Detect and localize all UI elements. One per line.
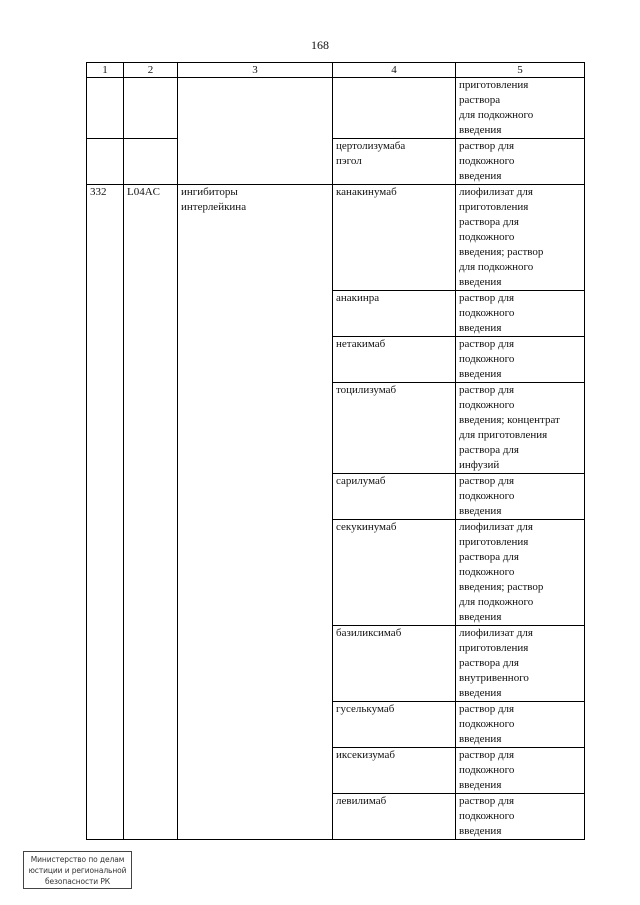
drug-name-cell: нетакимаб bbox=[333, 337, 456, 383]
dosage-form-cell: лиофилизат для приготовления раствора для подкожного введения; раствор для подкожного введения bbox=[456, 185, 585, 291]
drug-name-cell: гуселькумаб bbox=[333, 702, 456, 748]
page-number: 168 bbox=[311, 38, 329, 52]
drug-table bbox=[86, 62, 585, 840]
dosage-form-cell: раствор для подкожного введения bbox=[456, 291, 585, 337]
table-header-row bbox=[87, 63, 585, 78]
drug-name-cell: канакинумаб bbox=[333, 185, 456, 291]
column-header-1: 1 bbox=[87, 63, 124, 78]
ministry-stamp bbox=[23, 851, 132, 889]
empty-cell bbox=[178, 78, 333, 185]
table-row bbox=[87, 185, 585, 291]
stamp-line: юстиции и региональной bbox=[28, 866, 127, 875]
column-header-5: 5 bbox=[456, 63, 585, 78]
drug-name-cell: секукинумаб bbox=[333, 520, 456, 626]
dosage-form-cell: раствор для подкожного введения bbox=[456, 474, 585, 520]
group-name-cell: ингибиторы интерлейкина bbox=[178, 185, 333, 840]
drug-name-cell: цертолизумаба пэгол bbox=[333, 139, 456, 185]
column-header-3: 3 bbox=[178, 63, 333, 78]
column-header-4: 4 bbox=[333, 63, 456, 78]
dosage-form-cell: раствор для подкожного введения bbox=[456, 337, 585, 383]
drug-name-cell: базиликсимаб bbox=[333, 626, 456, 702]
dosage-form-cell: раствор для подкожного введения bbox=[456, 702, 585, 748]
dosage-form-cell: раствор для подкожного введения; концентрат для приготовления раствора для инфузий bbox=[456, 383, 585, 474]
drug-name-cell: левилимаб bbox=[333, 794, 456, 840]
group-number-cell: 332 bbox=[87, 185, 124, 840]
empty-cell bbox=[124, 139, 178, 185]
dosage-form-cell: раствор для подкожного введения bbox=[456, 748, 585, 794]
stamp-line: безопасности РК bbox=[44, 877, 111, 886]
dosage-form-cell: лиофилизат для приготовления раствора для внутривенного введения bbox=[456, 626, 585, 702]
drug-name-cell: иксекизумаб bbox=[333, 748, 456, 794]
drug-name-cell: анакинра bbox=[333, 291, 456, 337]
table-body bbox=[87, 78, 585, 840]
atc-code-cell: L04AC bbox=[124, 185, 178, 840]
dosage-form-cell: приготовления раствора для подкожного введения bbox=[456, 78, 585, 139]
empty-cell bbox=[87, 78, 124, 139]
drug-name-cell: тоцилизумаб bbox=[333, 383, 456, 474]
column-header-2: 2 bbox=[124, 63, 178, 78]
dosage-form-cell: раствор для подкожного введения bbox=[456, 139, 585, 185]
empty-cell bbox=[87, 139, 124, 185]
table-row bbox=[87, 139, 585, 185]
drug-name-cell bbox=[333, 78, 456, 139]
table-row bbox=[87, 78, 585, 139]
empty-cell bbox=[124, 78, 178, 139]
drug-name-cell: сарилумаб bbox=[333, 474, 456, 520]
dosage-form-cell: лиофилизат для приготовления раствора для подкожного введения; раствор для подкожного введения bbox=[456, 520, 585, 626]
stamp-line: Министерство по делам bbox=[30, 855, 125, 864]
dosage-form-cell: раствор для подкожного введения bbox=[456, 794, 585, 840]
